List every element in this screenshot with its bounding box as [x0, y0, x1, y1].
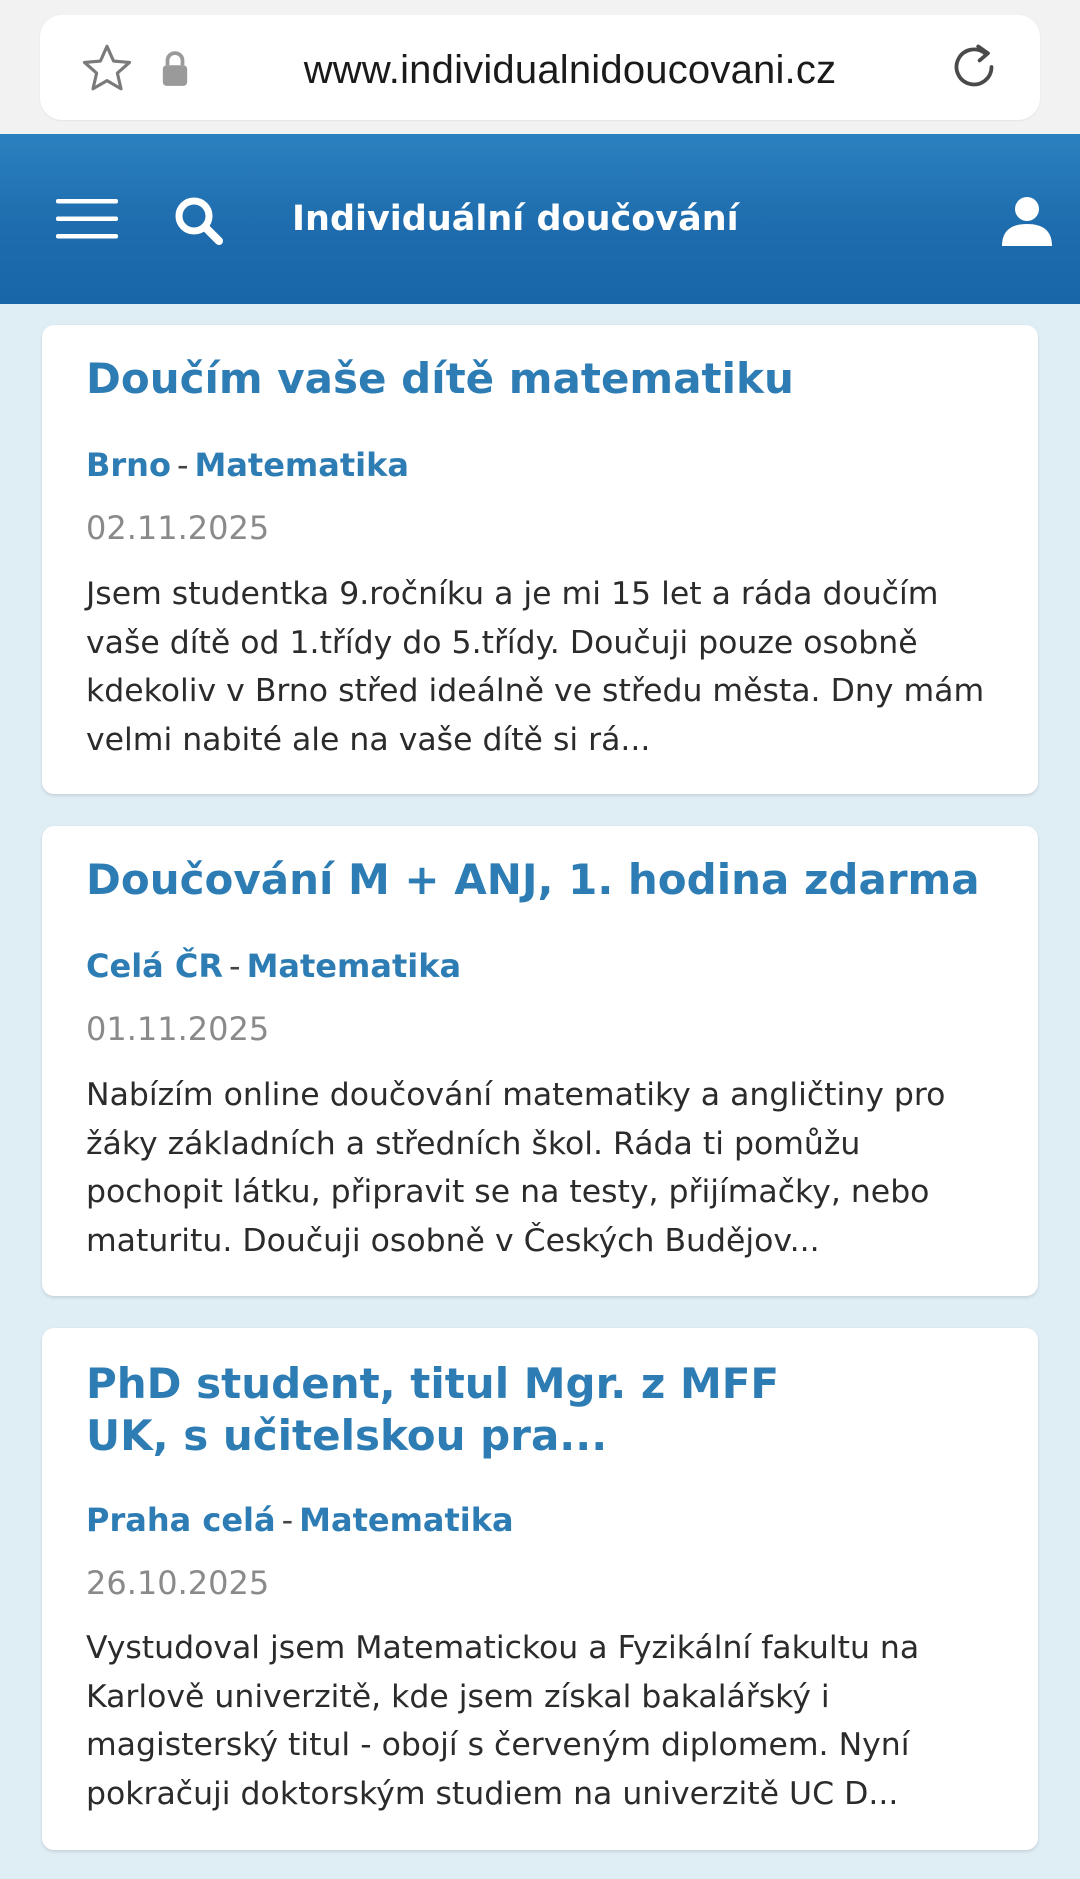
- listing-date: 26.10.2025: [86, 1564, 270, 1602]
- listing-meta: [86, 1500, 514, 1540]
- listing-location[interactable]: Praha celá: [86, 1501, 276, 1539]
- lock-icon: [160, 50, 190, 88]
- listing-title[interactable]: Doučím vaše dítě matematiku: [86, 354, 794, 403]
- reload-icon[interactable]: [946, 39, 1002, 95]
- meta-separator: -: [229, 947, 241, 985]
- listing-date: 01.11.2025: [86, 1010, 270, 1048]
- browser-toolbar: [0, 0, 1080, 134]
- listing-date: 02.11.2025: [86, 509, 270, 547]
- site-title[interactable]: Individuální doučování: [292, 199, 739, 239]
- listing-card[interactable]: [42, 826, 1038, 1296]
- listing-location[interactable]: Brno: [86, 446, 171, 484]
- listing-title[interactable]: PhD student, titul Mgr. z MFF UK, s učitelskou pra...: [86, 1359, 780, 1460]
- user-account-icon[interactable]: [1000, 194, 1054, 248]
- listing-location[interactable]: Celá ČR: [86, 947, 224, 985]
- listing-description: Vystudoval jsem Matematickou a Fyzikální fakultu na Karlově univerzitě, kde jsem získal bakalářský i magisterský titul - obojí s červeným diplomem. Nyní pokračuji doktorským studiem na univerzitě UC D...: [86, 1630, 920, 1812]
- hamburger-menu-icon[interactable]: [56, 197, 118, 241]
- listing-description: Nabízím online doučování matematiky a angličtiny pro žáky základních a středních škol. Ráda ti pomůžu pochopit látku, připravit se na testy, přijímačky, nebo maturitu. Doučuji osobně v Českých Budějov...: [86, 1077, 946, 1259]
- listing-card[interactable]: [42, 1328, 1038, 1850]
- meta-separator: -: [281, 1501, 294, 1539]
- listing-meta: [86, 445, 409, 485]
- listing-meta: [86, 946, 461, 986]
- url-text[interactable]: www.individualnidoucovani.cz: [303, 48, 837, 92]
- listing-subject[interactable]: Matematika: [246, 947, 462, 985]
- listing-subject[interactable]: Matematika: [299, 1501, 514, 1539]
- listing-description: Jsem studentka 9.ročníku a je mi 15 let a ráda doučím vaše dítě od 1.třídy do 5.třídy. Doučuji pouze osobně kdekoliv v Brno střed ideálně ve středu města. Dny mám velmi nabité ale na vaše dítě si rá...: [86, 576, 985, 758]
- site-header: [0, 134, 1080, 304]
- search-icon[interactable]: [172, 194, 226, 248]
- listing-subject[interactable]: Matematika: [194, 446, 409, 484]
- listing-card[interactable]: [42, 325, 1038, 794]
- bookmark-star-icon[interactable]: [78, 40, 136, 98]
- meta-separator: -: [176, 446, 189, 484]
- listing-title[interactable]: Doučování M + ANJ, 1. hodina zdarma: [86, 855, 980, 904]
